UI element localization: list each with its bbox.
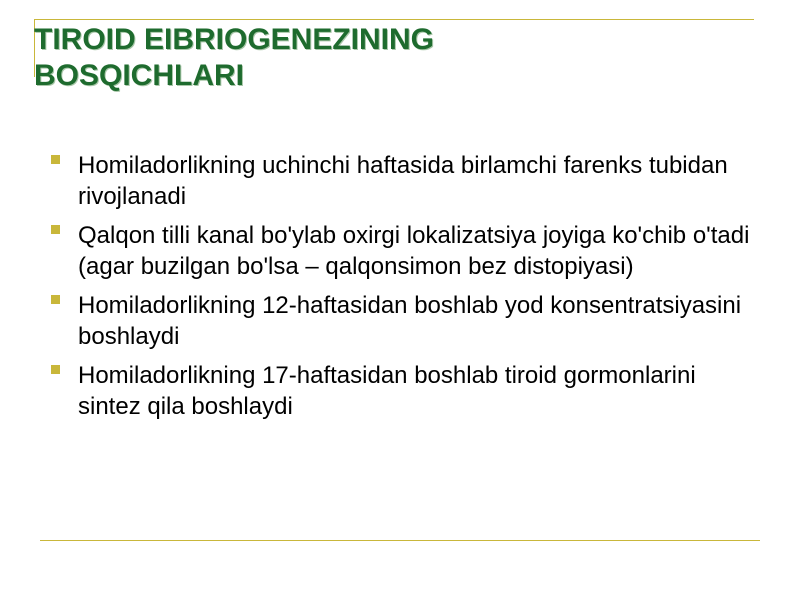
bottom-divider: [40, 540, 760, 541]
bullet-item: [48, 290, 758, 352]
square-bullet-icon: [51, 295, 60, 304]
bullet-text: Homiladorlikning uchinchi haftasida birlamchi farenks tubidan rivojlanadi: [78, 152, 728, 210]
bullet-list: [48, 150, 758, 430]
bullet-text: Homiladorlikning 17-haftasidan boshlab tiroid gormonlarini sintez qila boshlaydi: [78, 362, 696, 420]
square-bullet-icon: [51, 225, 60, 234]
slide-title: [34, 22, 734, 94]
square-bullet-icon: [51, 155, 60, 164]
top-divider: [34, 19, 754, 20]
title-line-2: BOSQICHLARI: [34, 59, 244, 92]
bullet-item: [48, 360, 758, 422]
title-line-1: TIROID EIBRIOGENEZINING: [34, 23, 435, 56]
bullet-item: [48, 220, 758, 282]
bullet-text: Homiladorlikning 12-haftasidan boshlab yod konsentratsiyasini boshlaydi: [78, 292, 742, 350]
bullet-item: [48, 150, 758, 212]
bullet-text: Qalqon tilli kanal bo'ylab oxirgi lokalizatsiya joyiga ko'chib o'tadi (agar buzilgan bo'lsa – qalqonsimon bez distopiyasi): [78, 222, 750, 280]
square-bullet-icon: [51, 365, 60, 374]
